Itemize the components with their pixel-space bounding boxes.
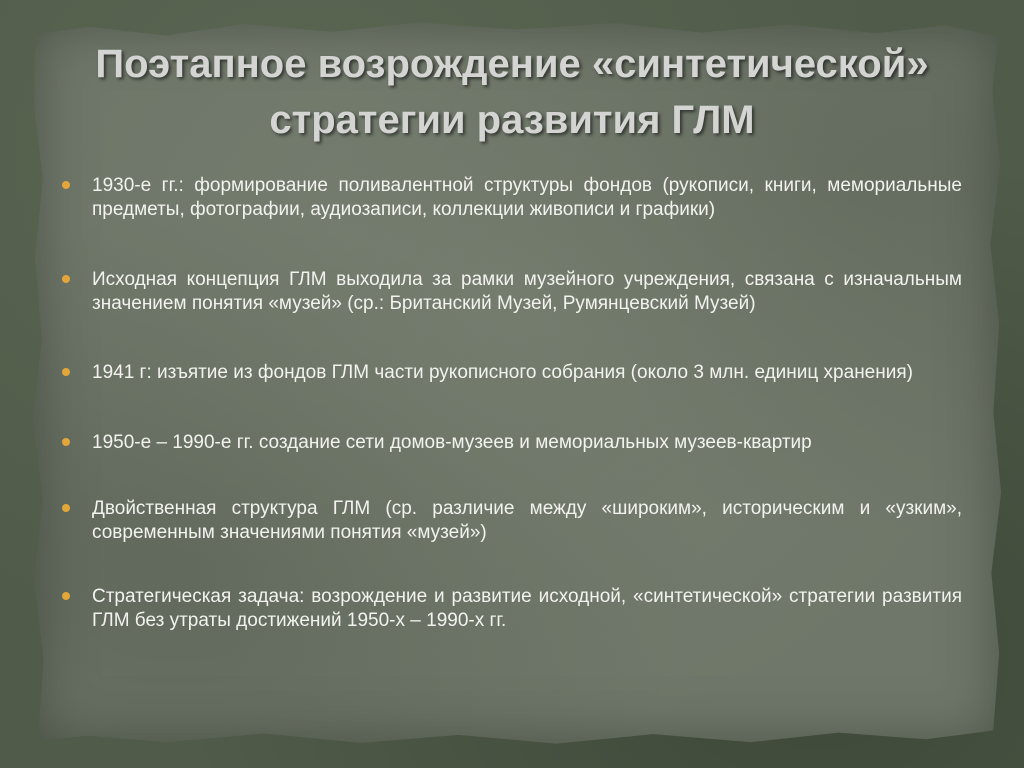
round-bullet-icon — [62, 368, 70, 376]
slide-title-line-1: Поэтапное возрождение «синтетической» — [95, 42, 929, 86]
bullet-item — [60, 497, 962, 544]
bullet-list — [60, 174, 962, 632]
round-bullet-icon — [62, 275, 70, 283]
bullet-text: 1930-е гг.: формирование поливалентной структуры фондов (рукописи, книги, мемориальные предметы, фотографии, аудиозаписи, коллекции живописи и графики) — [92, 175, 962, 220]
bullet-item — [60, 268, 962, 315]
bullet-item — [60, 431, 962, 455]
bullet-item — [60, 585, 962, 632]
slide-title — [40, 36, 984, 148]
bullet-text: 1941 г: изъятие из фондов ГЛМ части рукописного собрания (около 3 млн. единиц хранения) — [92, 362, 913, 383]
bullet-item — [60, 361, 962, 385]
round-bullet-icon — [62, 592, 70, 600]
bullet-text: Исходная концепция ГЛМ выходила за рамки музейного учреждения, связана с изначальным значением понятия «музей» (ср.: Британский Музей, Румянцевский Музей) — [92, 269, 962, 314]
slide-title-line-2: стратегии развития ГЛМ — [269, 98, 755, 142]
bullet-text: Двойственная структура ГЛМ (ср. различие между «широким», историческим и «узким», современным значениями понятия «музей») — [92, 498, 962, 543]
round-bullet-icon — [62, 504, 70, 512]
bullet-text: 1950-е – 1990-е гг. создание сети домов-музеев и мемориальных музеев-квартир — [92, 431, 812, 453]
bullet-text: Стратегическая задача: возрождение и развитие исходной, «синтетической» стратегии развития ГЛМ без утраты достижений 1950-х – 1990-х гг. — [92, 586, 962, 631]
bullet-item — [60, 174, 962, 221]
round-bullet-icon — [62, 438, 70, 446]
round-bullet-icon — [62, 181, 70, 189]
